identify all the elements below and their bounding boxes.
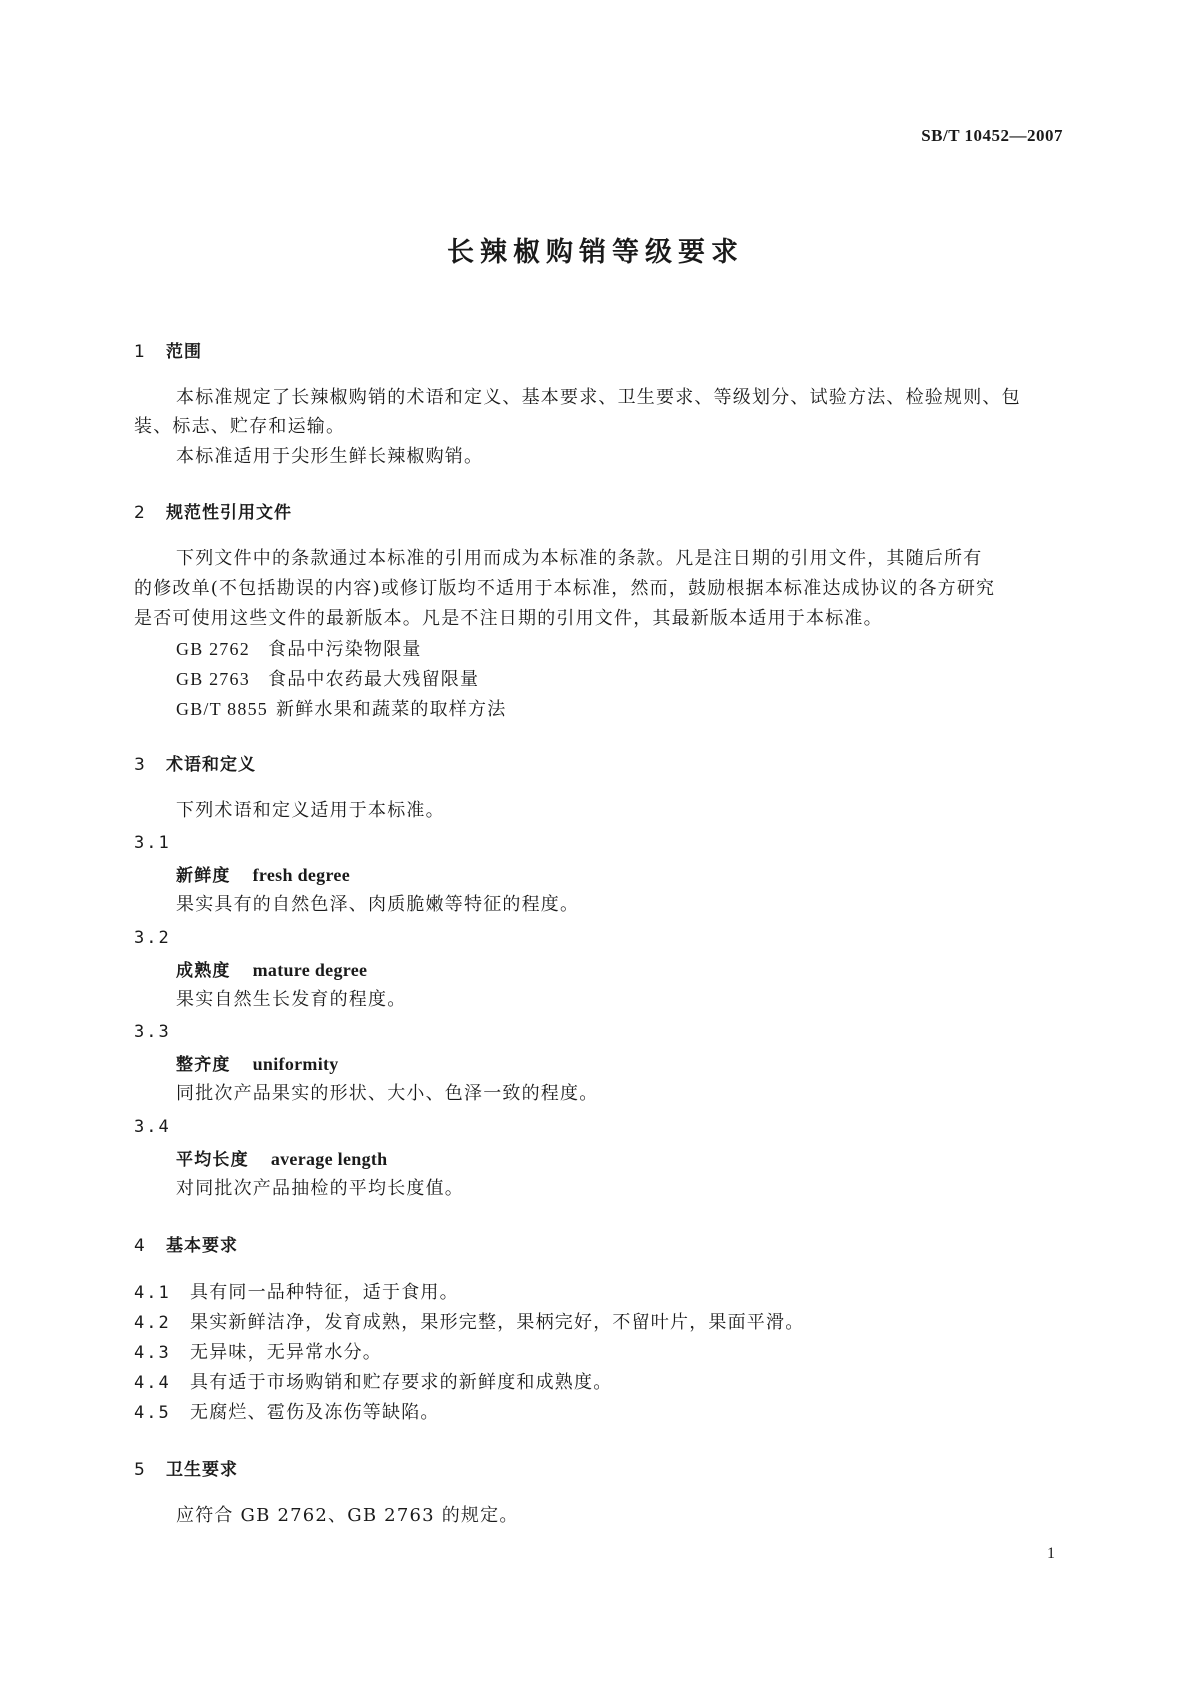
section-heading-basic-requirements — [134, 1238, 238, 1255]
item-number: 4.5 — [134, 1403, 171, 1423]
item-text: 无异味，无异常水分。 — [190, 1342, 382, 1363]
term-definition: 同批次产品果实的形状、大小、色泽一致的程度。 — [176, 1083, 599, 1104]
section-number: 5 — [134, 1460, 146, 1480]
term-definition: 对同批次产品抽检的平均长度值。 — [176, 1178, 464, 1199]
requirement-item — [134, 1284, 459, 1302]
term-english: average length — [270, 1149, 388, 1169]
references-intro-line: 是否可使用这些文件的最新版本。凡是不注日期的引用文件，其最新版本适用于本标准。 — [134, 608, 883, 629]
section-number: 4 — [134, 1236, 146, 1256]
requirement-item — [134, 1374, 612, 1392]
scope-paragraph-line: 本标准规定了长辣椒购销的术语和定义、基本要求、卫生要求、等级划分、试验方法、检验规则、包 — [176, 387, 1021, 408]
term-heading — [176, 1055, 339, 1074]
item-number: 4.4 — [134, 1373, 171, 1393]
item-text: 具有同一品种特征，适于食用。 — [190, 1282, 459, 1303]
term-chinese: 整齐度 — [176, 1055, 231, 1075]
section-heading-scope — [134, 344, 202, 361]
term-english: uniformity — [252, 1054, 339, 1074]
item-text: 具有适于市场购销和贮存要求的新鲜度和成熟度。 — [190, 1372, 613, 1393]
term-chinese: 成熟度 — [176, 961, 231, 981]
reference-item — [176, 640, 422, 659]
term-chinese: 平均长度 — [176, 1150, 249, 1170]
terms-intro: 下列术语和定义适用于本标准。 — [176, 800, 445, 821]
term-english: fresh degree — [252, 865, 351, 885]
requirement-item — [134, 1314, 804, 1332]
item-text: 无腐烂、雹伤及冻伤等缺陷。 — [190, 1402, 440, 1423]
term-heading — [176, 866, 350, 885]
scope-applicability: 本标准适用于尖形生鲜长辣椒购销。 — [176, 446, 484, 467]
item-text: 果实新鲜洁净，发育成熟，果形完整，果柄完好，不留叶片，果面平滑。 — [190, 1312, 805, 1333]
reference-code: GB/T 8855 — [176, 699, 268, 719]
document-title: 长辣椒购销等级要求 — [447, 237, 744, 268]
term-definition: 果实具有的自然色泽、肉质脆嫩等特征的程度。 — [176, 894, 580, 915]
section-title: 基本要求 — [166, 1236, 238, 1256]
requirement-item — [134, 1404, 440, 1422]
item-number: 4.3 — [134, 1343, 171, 1363]
reference-code: GB 2762 — [176, 639, 250, 659]
requirement-item — [134, 1344, 382, 1362]
reference-name: 食品中污染物限量 — [268, 639, 422, 660]
term-heading — [176, 1150, 388, 1169]
item-number: 4.1 — [134, 1283, 171, 1303]
scope-paragraph-line: 装、标志、贮存和运输。 — [134, 416, 346, 437]
section-heading-hygiene — [134, 1462, 238, 1479]
reference-item — [176, 700, 506, 719]
section-heading-terms — [134, 757, 256, 774]
standard-code: SB/T 10452—2007 — [921, 126, 1063, 145]
section-title: 范围 — [166, 342, 202, 362]
term-definition: 果实自然生长发育的程度。 — [176, 989, 407, 1010]
section-number: 2 — [134, 503, 146, 523]
term-number: 3.2 — [134, 928, 171, 948]
references-intro-line: 的修改单(不包括勘误的内容)或修订版均不适用于本标准，然而，鼓励根据本标准达成协议的各方研究 — [134, 578, 996, 599]
term-number: 3.3 — [134, 1022, 171, 1042]
term-heading — [176, 961, 367, 980]
reference-code: GB 2763 — [176, 669, 250, 689]
hygiene-text: 应符合 GB 2762、GB 2763 的规定。 — [176, 1505, 519, 1526]
section-heading-normative-references — [134, 505, 292, 522]
term-number: 3.4 — [134, 1117, 171, 1137]
reference-name: 食品中农药最大残留限量 — [268, 669, 480, 690]
term-number: 3.1 — [134, 833, 171, 853]
reference-item — [176, 670, 479, 689]
term-english: mature degree — [252, 960, 368, 980]
section-title: 术语和定义 — [166, 755, 256, 775]
item-number: 4.2 — [134, 1313, 171, 1333]
section-number: 3 — [134, 755, 146, 775]
section-number: 1 — [134, 342, 146, 362]
references-intro-line: 下列文件中的条款通过本标准的引用而成为本标准的条款。凡是注日期的引用文件，其随后所有 — [176, 548, 983, 569]
section-title: 规范性引用文件 — [166, 503, 292, 523]
section-title: 卫生要求 — [166, 1460, 238, 1480]
term-chinese: 新鲜度 — [176, 866, 231, 886]
page-number: 1 — [1047, 1545, 1055, 1562]
reference-name: 新鲜水果和蔬菜的取样方法 — [276, 699, 507, 720]
